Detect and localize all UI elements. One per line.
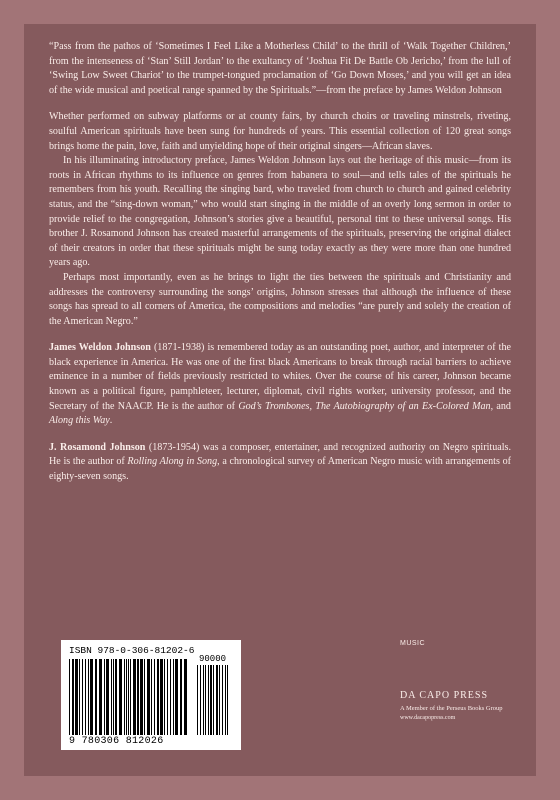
author-name: James Weldon Johnson — [49, 342, 151, 354]
barcode-bar — [128, 659, 129, 735]
category-label: MUSIC — [400, 640, 426, 647]
barcode-bar — [99, 659, 102, 735]
author-name: J. Rosamond Johnson — [49, 441, 146, 453]
author-bio-james: James Weldon Johnson (1871-1938) is remembered today as an outstanding poet, author, and interpreter of the black experience in America. He was one of the first black Americans to break through racial barriers to achieve eminence in a number of fields previously restricted to whites. Over the course of his career, Johnson became known as a political figure, pamphleteer, lecturer, diplomat, civil rights worker, university professor, and the Secretary of the NAACP. He is the author of God’s Trombones, The Autobiography of an Ex-Colored Man, and Along this Way. — [49, 342, 511, 427]
barcode-bar — [137, 659, 139, 735]
barcode-bar — [111, 659, 112, 735]
book-titles: God’s Trombones, The Autobiography of an Ex-Colored Man, — [238, 400, 494, 412]
barcode-bar — [154, 659, 155, 735]
barcode-bar — [82, 659, 83, 735]
barcode-bar — [144, 659, 145, 735]
isbn-barcode — [61, 640, 241, 750]
barcode-bar — [203, 665, 204, 735]
book-title: Along this Way — [49, 415, 110, 427]
barcode-bar — [126, 659, 127, 735]
isbn-label: ISBN 978-0-306-81202-6 — [69, 645, 195, 656]
barcode-bar — [197, 665, 198, 735]
publisher-block — [400, 690, 503, 721]
barcode-bar — [208, 665, 209, 735]
barcode-bar — [200, 665, 201, 735]
isbn-digits: 9 780306 812026 — [69, 736, 164, 747]
barcode-bar — [140, 659, 143, 735]
barcode-bar — [124, 659, 125, 735]
barcode-bar — [90, 659, 93, 735]
barcode-bar — [79, 659, 80, 735]
barcode-bar — [160, 659, 163, 735]
barcode-bar — [130, 659, 131, 735]
barcode-bar — [173, 659, 174, 735]
barcode-bar — [180, 659, 182, 735]
cover-text — [49, 40, 511, 497]
description-paragraph-1: Whether performed on subway platforms or at county fairs, by church choirs or traveling minstrels, riveting, soulful American spirituals have been sung for hundreds of years. This essential collection of 120 great songs brings home the pain, love, faith and unyielding hope of their original singers—African slaves. — [49, 111, 511, 152]
price-code: 90000 — [199, 654, 227, 664]
barcode-bar — [104, 659, 105, 735]
barcode-bar — [219, 665, 220, 735]
addon-barcode-bars — [197, 665, 231, 735]
barcode-bar — [75, 659, 78, 735]
barcode-bar — [164, 659, 165, 735]
publisher-subtitle: A Member of the Perseus Books Group — [400, 705, 503, 712]
barcode-bar — [157, 659, 159, 735]
barcode-bar — [225, 665, 226, 735]
barcode-bar — [95, 659, 97, 735]
barcode-bar — [167, 659, 168, 735]
barcode-bar — [216, 665, 218, 735]
barcode-bars — [69, 659, 189, 735]
barcode-bar — [72, 659, 74, 735]
barcode-bar — [210, 665, 212, 735]
barcode-bar — [106, 659, 109, 735]
description-paragraph-3: Perhaps most importantly, even as he brings to light the ties between the spirituals and Christianity and addresses the controversy surrounding the songs’ origins, Johnson stresses that although the influence of these songs has spread to all corners of America, the compositions and melodies “are purely and solely the creation of the American Negro.” — [49, 271, 511, 327]
barcode-bar — [170, 659, 171, 735]
publisher-name: DA CAPO PRESS — [400, 690, 489, 701]
preface-quote: “Pass from the pathos of ‘Sometimes I Feel Like a Motherless Child’ to the thrill of ‘Walk Together Children,’ from the intenseness of ‘Stan’ Still Jordan’ to the exultancy of ‘Joshua Fit De Battle Ob Jericho,’ from the lull of ‘Swing Low Sweet Chariot’ to the trumpet-tongued proclamation of ‘Go Down Moses,’ and you will get an idea of the wide musical and poetical range spanned by the Spirituals.”—from the preface by James Weldon Johnson — [49, 41, 511, 96]
description-paragraph-2: In his illuminating introductory preface, James Weldon Johnson lays out the heritage of this music—from its roots in African rhythms to its influence on genres from habanera to soul—and tells tales of the spirituals he remembers from his youth. Recalling the singing bard, who traveled from church to church and gained celebrity status, and the “sing-down woman,” who would start singing in the middle of an overly long sermon in order to provide relief to the congregation, Johnson’s stories give a beautiful, personal tint to these universal songs. His brother J. Rosamond Johnson has created masterful arrangements of the spirituals, preserving the original dialect of their creators in order that these spirituals might be sung today exactly as they were more than one hundred years ago. — [49, 155, 511, 269]
author-bio-rosamond: J. Rosamond Johnson (1873-1954) was a composer, entertainer, and recognized authority on Negro spirituals. He is the author of Rolling Along in Song, a chronological survey of American Negro music with arrangements of eighty-seven songs. — [49, 441, 511, 483]
barcode-bar — [213, 665, 214, 735]
barcode-bar — [133, 659, 136, 735]
barcode-bar — [113, 659, 114, 735]
barcode-bar — [175, 659, 178, 735]
barcode-bar — [227, 665, 228, 735]
barcode-bar — [147, 659, 150, 735]
barcode-bar — [119, 659, 122, 735]
barcode-bar — [222, 665, 223, 735]
barcode-bar — [205, 665, 206, 735]
barcode-bar — [184, 659, 187, 735]
book-title: Rolling Along in Song — [127, 456, 218, 468]
barcode-bar — [88, 659, 89, 735]
barcode-bar — [151, 659, 152, 735]
publisher-url: www.dacapopress.com — [400, 715, 456, 721]
barcode-bar — [85, 659, 86, 735]
barcode-bar — [115, 659, 117, 735]
barcode-bar — [69, 659, 70, 735]
